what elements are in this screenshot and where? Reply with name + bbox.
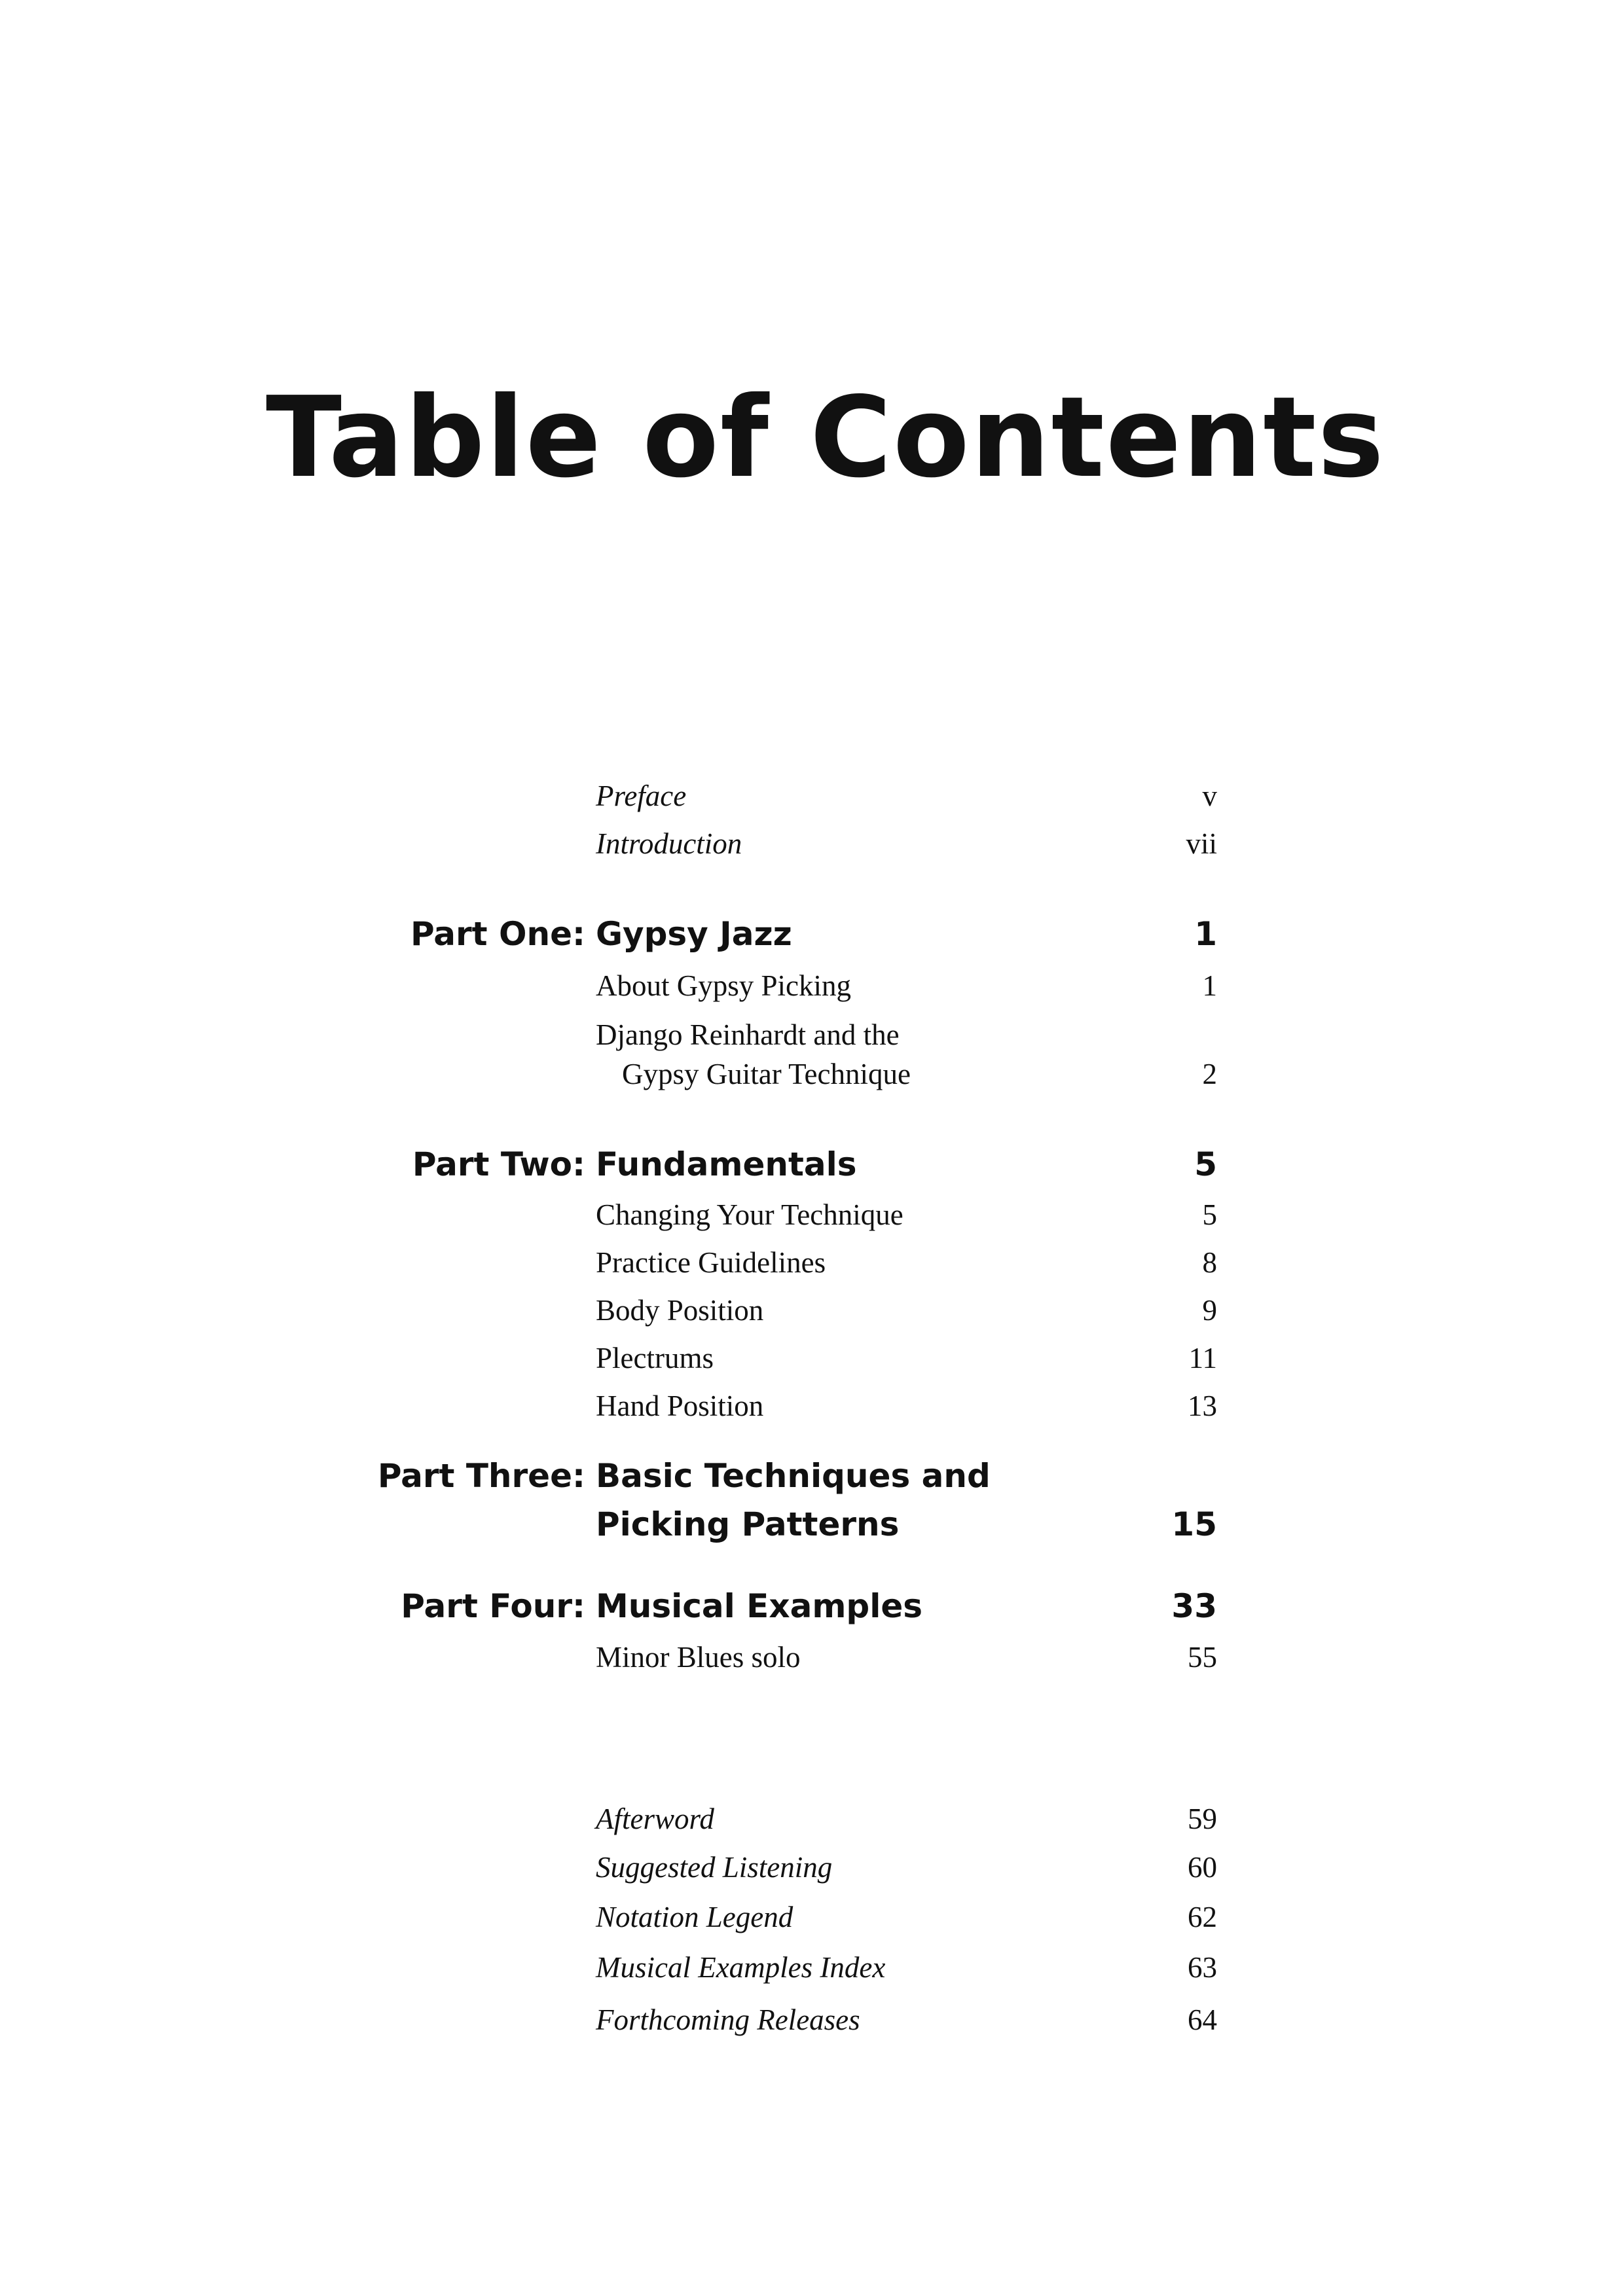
toc-entry-page: 8 [1202, 1246, 1217, 1279]
toc-entry-label: Django Reinhardt and the [596, 1018, 900, 1051]
toc-entry-label: Minor Blues solo [596, 1641, 801, 1674]
part-page: 33 [1171, 1587, 1217, 1625]
toc-entry-label-continuation: Gypsy Guitar Technique [622, 1058, 911, 1090]
part-label: Part Three: [377, 1457, 585, 1495]
part-page: 1 [1194, 915, 1217, 953]
toc-entry-label: Suggested Listening [596, 1851, 833, 1884]
page-title: Table of Contents [266, 372, 1385, 503]
part-page: 15 [1171, 1505, 1217, 1543]
toc-entry-page: 64 [1188, 2003, 1217, 2036]
toc-entry-page: 13 [1188, 1390, 1217, 1422]
toc-entry-page: 63 [1188, 1951, 1217, 1984]
toc-entry-page: 62 [1188, 1901, 1217, 1933]
toc-entry-label: Changing Your Technique [596, 1198, 903, 1231]
toc-entry-label: Hand Position [596, 1390, 764, 1422]
toc-entry-label: Plectrums [596, 1342, 714, 1374]
part-page: 5 [1194, 1145, 1217, 1183]
part-title: Musical Examples [596, 1587, 923, 1625]
toc-entry-label: Introduction [596, 827, 742, 860]
part-label: Part Two: [412, 1145, 585, 1183]
toc-entry-label: Afterword [596, 1803, 714, 1835]
toc-entry-label: Practice Guidelines [596, 1246, 826, 1279]
part-title-continuation: Picking Patterns [596, 1505, 900, 1543]
toc-entry-page: 55 [1188, 1641, 1217, 1674]
part-title: Fundamentals [596, 1145, 857, 1183]
toc-entry-page: v [1202, 780, 1217, 812]
part-title: Gypsy Jazz [596, 915, 792, 953]
toc-entry-label: About Gypsy Picking [596, 969, 852, 1002]
toc-entry-label: Body Position [596, 1294, 764, 1327]
toc-entry-label: Preface [596, 780, 687, 812]
toc-entry-page: 1 [1202, 969, 1217, 1002]
toc-entry-page: 11 [1188, 1342, 1217, 1374]
toc-entry-page: 59 [1188, 1803, 1217, 1835]
toc-entry-page: vii [1186, 827, 1217, 860]
toc-entry-page: 2 [1202, 1058, 1217, 1090]
part-title: Basic Techniques and [596, 1457, 991, 1495]
part-label: Part Four: [401, 1587, 585, 1625]
part-label: Part One: [410, 915, 585, 953]
toc-entry-page: 5 [1202, 1198, 1217, 1231]
toc-entry-label: Musical Examples Index [596, 1951, 886, 1984]
toc-entry-label: Notation Legend [596, 1901, 793, 1933]
toc-entry-label: Forthcoming Releases [596, 2003, 860, 2036]
toc-entry-page: 9 [1202, 1294, 1217, 1327]
toc-entry-page: 60 [1188, 1851, 1217, 1884]
